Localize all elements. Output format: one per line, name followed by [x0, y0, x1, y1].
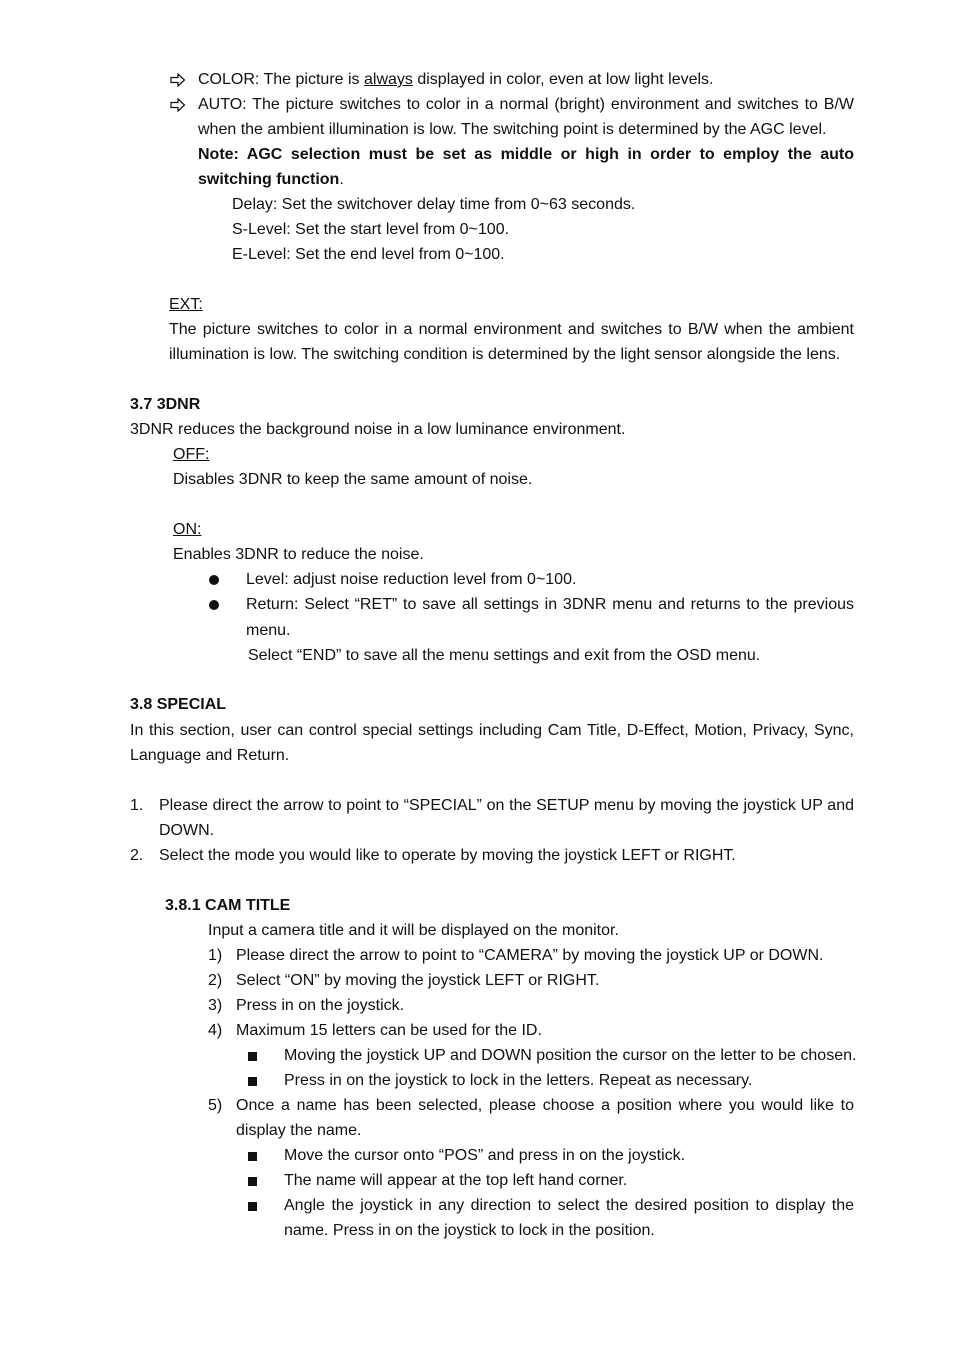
special-intro-line2: Language and Return. — [130, 747, 290, 764]
cam-title-step4: Maximum 15 letters can be used for the ID. — [236, 1022, 542, 1039]
step-number: 3) — [208, 997, 223, 1014]
auto-option-line2: when the ambient illumination is low. The switching point is determined by the AGC level. — [198, 121, 827, 138]
special-step1-line1: Please direct the arrow to point to “SPECIAL” on the SETUP menu by moving the joystick UP and — [159, 797, 854, 814]
step-number: 2) — [208, 972, 223, 989]
ext-heading: EXT: — [169, 296, 203, 313]
color-label: COLOR: The picture is — [198, 71, 364, 88]
dnr-on-heading: ON: — [173, 521, 202, 538]
dnr-off-text: Disables 3DNR to keep the same amount of noise. — [173, 471, 533, 488]
dnr-intro: 3DNR reduces the background noise in a low luminance environment. — [130, 421, 626, 438]
step-number: 5) — [208, 1097, 223, 1114]
s-level-setting: S-Level: Set the start level from 0~100. — [232, 221, 510, 238]
step-number: 1. — [130, 797, 144, 814]
cam-title-step5-bullet3-line2: name. Press in on the joystick to lock in the position. — [284, 1222, 655, 1239]
cam-title-step1: Please direct the arrow to point to “CAMERA” by moving the joystick UP or DOWN. — [236, 947, 824, 964]
cam-title-step3: Press in on the joystick. — [236, 997, 405, 1014]
square-bullet-icon — [248, 1152, 257, 1161]
square-bullet-icon — [248, 1077, 257, 1086]
hollow-arrow-icon — [170, 95, 186, 115]
cam-title-intro: Input a camera title and it will be displayed on the monitor. — [208, 922, 619, 939]
cam-title-step5-line2: display the name. — [236, 1122, 362, 1139]
dnr-off-heading: OFF: — [173, 446, 210, 463]
e-level-setting: E-Level: Set the end level from 0~100. — [232, 246, 505, 263]
cam-title-step5-bullet2: The name will appear at the top left hand corner. — [284, 1172, 628, 1189]
special-intro-line1: In this section, user can control special settings including Cam Title, D-Effect, Motion, Privacy, Sync, — [130, 722, 854, 739]
cam-title-step5-line1: Once a name has been selected, please choose a position where you would like to — [236, 1097, 854, 1114]
step-number: 2. — [130, 847, 144, 864]
cam-title-step5-bullet3-line1: Angle the joystick in any direction to select the desired position to display the — [284, 1197, 854, 1214]
delay-setting: Delay: Set the switchover delay time from 0~63 seconds. — [232, 196, 636, 213]
dnr-on-text: Enables 3DNR to reduce the noise. — [173, 546, 424, 563]
dnr-level-item: Level: adjust noise reduction level from 0~100. — [246, 571, 577, 588]
cam-title-step5-bullet1: Move the cursor onto “POS” and press in on the joystick. — [284, 1147, 686, 1164]
bullet-dot-icon — [209, 575, 219, 585]
color-option-text — [198, 70, 714, 90]
square-bullet-icon — [248, 1202, 257, 1211]
always-word: always — [363, 71, 413, 88]
cam-title-step4-bullet1: Moving the joystick UP and DOWN position the cursor on the letter to be chosen. — [284, 1047, 857, 1064]
color-rest: displayed in color, even at low light levels. — [412, 71, 714, 88]
section-heading-3dnr: 3.7 3DNR — [130, 396, 201, 413]
square-bullet-icon — [248, 1052, 257, 1061]
special-step1-line2: DOWN. — [159, 822, 215, 839]
bullet-dot-icon — [209, 600, 219, 610]
dnr-return-line1: Return: Select “RET” to save all settings in 3DNR menu and returns to the previous — [246, 596, 854, 613]
agc-note-line1: Note: AGC selection must be set as middle or high in order to employ the auto — [198, 146, 854, 163]
hollow-arrow-icon — [170, 70, 186, 90]
dnr-return-line3: Select “END” to save all the menu settings and exit from the OSD menu. — [248, 647, 761, 664]
auto-option-line1: AUTO: The picture switches to color in a normal (bright) environment and switches to B/W — [198, 96, 854, 113]
agc-note-line2 — [198, 170, 344, 190]
step-number: 1) — [208, 947, 223, 964]
agc-note-bold: switching function — [198, 171, 340, 188]
step-number: 4) — [208, 1022, 223, 1039]
section-heading-cam-title: 3.8.1 CAM TITLE — [165, 897, 291, 914]
dnr-return-line2: menu. — [246, 622, 291, 639]
section-heading-special: 3.8 SPECIAL — [130, 696, 227, 713]
agc-note-end: . — [339, 171, 344, 188]
cam-title-step2: Select “ON” by moving the joystick LEFT or RIGHT. — [236, 972, 600, 989]
special-step2: Select the mode you would like to operate by moving the joystick LEFT or RIGHT. — [159, 847, 736, 864]
cam-title-step4-bullet2: Press in on the joystick to lock in the letters. Repeat as necessary. — [284, 1072, 753, 1089]
ext-text-line2: illumination is low. The switching condition is determined by the light sensor alongside the lens. — [169, 346, 841, 363]
ext-text-line1: The picture switches to color in a normal environment and switches to B/W when the ambient — [169, 321, 854, 338]
square-bullet-icon — [248, 1177, 257, 1186]
